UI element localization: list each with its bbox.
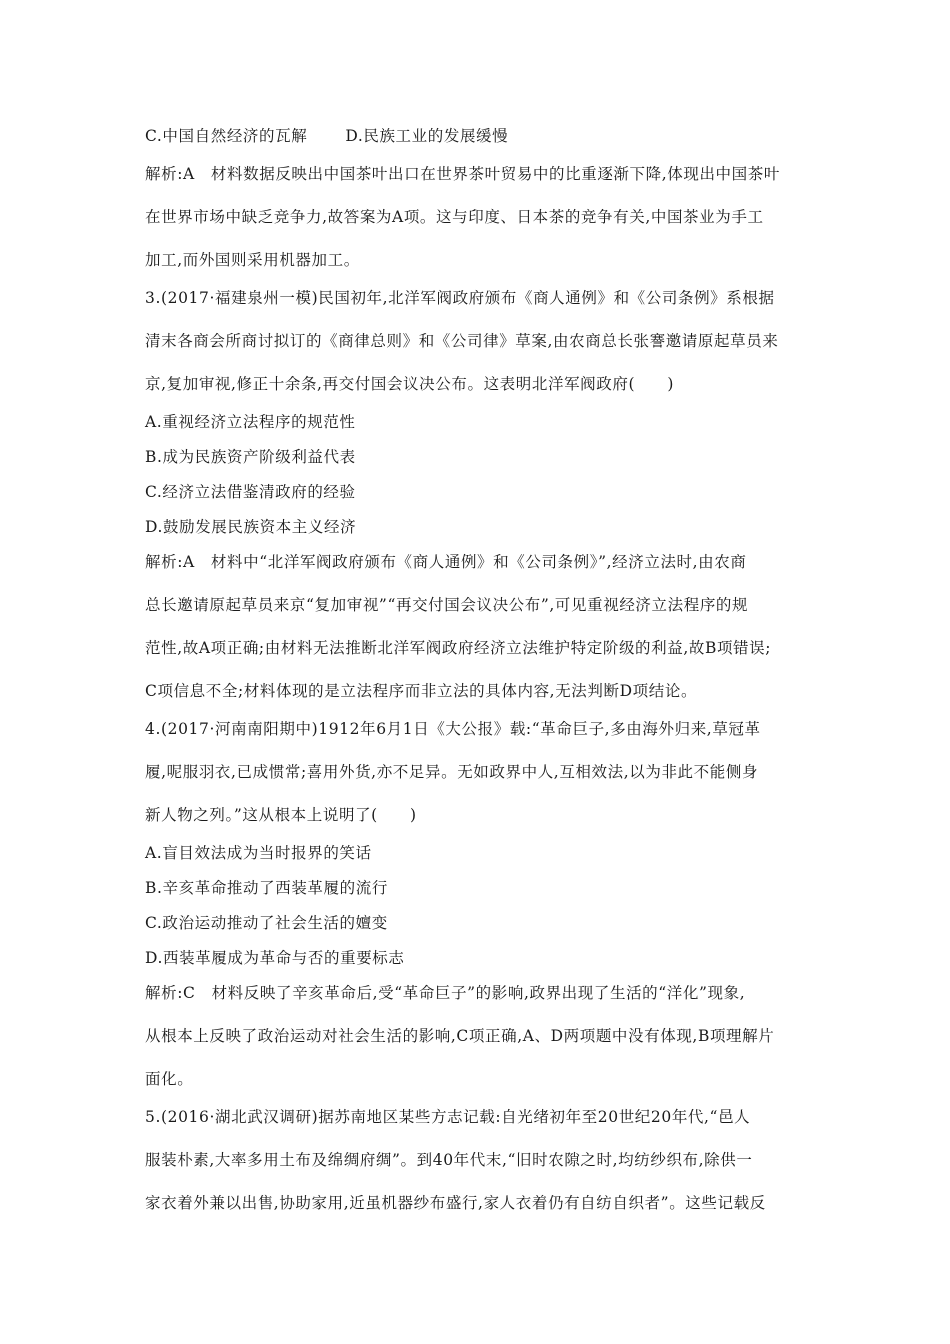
q3-stem-line-3: 京,复加审视,修正十余条,再交付国会议决公布。这表明北洋军阀政府( )	[145, 375, 674, 393]
q4-option-d: D.西装革履成为革命与否的重要标志	[145, 949, 405, 967]
q2-analysis-line-2: 在世界市场中缺乏竞争力,故答案为A项。这与印度、日本茶的竞争有关,中国茶业为手工	[145, 208, 764, 226]
q4-analysis-line-2: 从根本上反映了政治运动对社会生活的影响,C项正确,A、D两项题中没有体现,B项理解片	[145, 1027, 775, 1045]
q2-option-d: D.民族工业的发展缓慢	[345, 127, 509, 145]
q3-option-c: C.经济立法借鉴清政府的经验	[145, 483, 356, 501]
document-page	[145, 124, 813, 1234]
q3-option-b: B.成为民族资产阶级利益代表	[145, 448, 356, 466]
q2-option-c: C.中国自然经济的瓦解	[145, 127, 308, 145]
q3-analysis-line-4: C项信息不全;材料体现的是立法程序而非立法的具体内容,无法判断D项结论。	[145, 682, 698, 700]
q3-analysis-line-2: 总长邀请原起草员来京“复加审视”“再交付国会议决公布”,可见重视经济立法程序的规	[145, 596, 749, 614]
q4-stem-line-2: 履,呢服羽衣,已成惯常;喜用外货,亦不足异。无如政界中人,互相效法,以为非此不能侧身	[145, 763, 759, 781]
q4-stem-line-3: 新人物之列。”这从根本上说明了( )	[145, 806, 417, 824]
q2-options-cd	[145, 124, 813, 148]
q4-analysis-line-1: 解析:C 材料反映了辛亥革命后,受“革命巨子”的影响,政界出现了生活的“洋化”现象,	[145, 984, 746, 1002]
q3-analysis-line-3: 范性,故A项正确;由材料无法推断北洋军阀政府经济立法维护特定阶级的利益,故B项错误;	[145, 639, 772, 657]
q2-analysis-line-1: 解析:A 材料数据反映出中国茶叶出口在世界茶叶贸易中的比重逐渐下降,体现出中国茶叶	[145, 165, 780, 183]
q5-stem-line-3: 家衣着外兼以出售,协助家用,近虽机器纱布盛行,家人衣着仍有自纺自织者”。这些记载反	[145, 1194, 766, 1212]
q3-option-d: D.鼓励发展民族资本主义经济	[145, 518, 357, 536]
q4-option-a: A.盲目效法成为当时报界的笑话	[145, 844, 372, 862]
q3-stem-line-1: 3.(2017·福建泉州一模)民国初年,北洋军阀政府颁布《商人通例》和《公司条例》系根据	[145, 289, 775, 307]
q4-stem-line-1: 4.(2017·河南南阳期中)1912年6月1日《大公报》载:“革命巨子,多由海外归来,草冠革	[145, 720, 761, 738]
q5-stem-line-1: 5.(2016·湖北武汉调研)据苏南地区某些方志记载:自光绪初年至20世纪20年代,“邑人	[145, 1108, 751, 1126]
q4-option-c: C.政治运动推动了社会生活的嬗变	[145, 914, 388, 932]
q4-analysis-line-3: 面化。	[145, 1070, 194, 1088]
q2-analysis-line-3: 加工,而外国则采用机器加工。	[145, 251, 360, 269]
q4-option-b: B.辛亥革命推动了西装革履的流行	[145, 879, 388, 897]
q3-analysis-line-1: 解析:A 材料中“北洋军阀政府颁布《商人通例》和《公司条例》”,经济立法时,由农商	[145, 553, 747, 571]
q5-stem-line-2: 服装朴素,大率多用土布及绵绸府绸”。到40年代末,“旧时农隙之时,均纺纱织布,除供一	[145, 1151, 753, 1169]
q3-option-a: A.重视经济立法程序的规范性	[145, 413, 356, 431]
q3-stem-line-2: 清末各商会所商讨拟订的《商律总则》和《公司律》草案,由农商总长张謇邀请原起草员来	[145, 332, 779, 350]
